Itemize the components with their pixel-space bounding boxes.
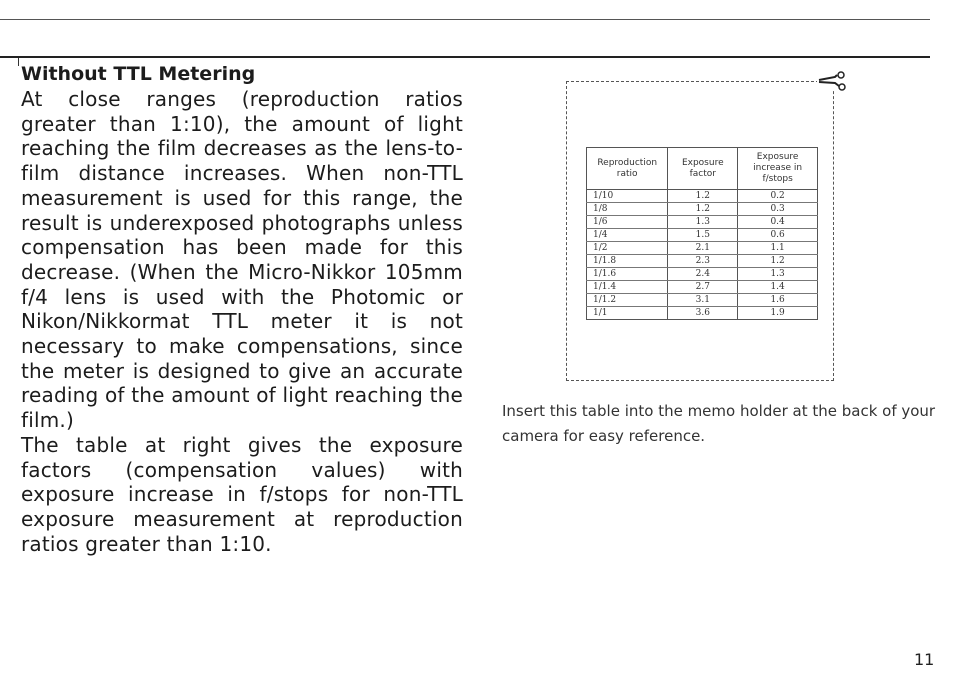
table-row <box>587 307 818 320</box>
cell-exposure-factor: 1.2 <box>668 203 738 216</box>
table-row <box>587 203 818 216</box>
table-row <box>587 229 818 242</box>
table-row <box>587 242 818 255</box>
cell-exposure-factor: 2.1 <box>668 242 738 255</box>
cell-exposure-increase: 0.4 <box>738 216 818 229</box>
top-rule <box>0 19 930 20</box>
table-caption: Insert this table into the memo holder at the back of your camera for easy reference. <box>502 402 936 445</box>
exposure-compensation-table <box>586 147 818 320</box>
cell-exposure-factor: 2.4 <box>668 268 738 281</box>
cell-exposure-increase: 1.6 <box>738 294 818 307</box>
cell-reproduction-ratio: 1/1.4 <box>587 281 668 294</box>
cell-reproduction-ratio: 1/6 <box>587 216 668 229</box>
body-text-column <box>21 62 463 556</box>
table-header-row <box>587 148 818 190</box>
section-heading: Without TTL Metering <box>21 63 256 85</box>
header-exposure-factor: Exposure factor <box>668 148 738 190</box>
paragraph-close-range: At close ranges (reproduction ratios greater than 1:10), the amount of light reaching the film decreases as the lens-to-film distance increases. When non-TTL measurement is used for this range, the result is underexposed photographs unless compensation has been made for this decrease. (When the Micro-Nikkor 105mm f/4 lens is used with the Photomic or Nikon/Nikkormat TTL meter it is not necessary to make compensations, since the meter is designed to give an accurate reading of the amount of light reaching the film.) <box>21 87 463 433</box>
cell-exposure-increase: 1.9 <box>738 307 818 320</box>
table-row <box>587 190 818 203</box>
cell-reproduction-ratio: 1/1.8 <box>587 255 668 268</box>
cell-reproduction-ratio: 1/4 <box>587 229 668 242</box>
cell-exposure-increase: 1.4 <box>738 281 818 294</box>
header-exposure-increase: Exposure increase in f/stops <box>738 148 818 190</box>
header-rule <box>0 56 930 58</box>
table-row <box>587 281 818 294</box>
header-reproduction-ratio: Reproduction ratio <box>587 148 668 190</box>
table-row <box>587 216 818 229</box>
table-row <box>587 255 818 268</box>
cell-reproduction-ratio: 1/1.2 <box>587 294 668 307</box>
table-row <box>587 268 818 281</box>
cell-reproduction-ratio: 1/1 <box>587 307 668 320</box>
table-row <box>587 294 818 307</box>
cell-exposure-factor: 2.7 <box>668 281 738 294</box>
page-number: 11 <box>914 650 935 669</box>
header-tab-tick <box>18 58 19 66</box>
scissors-icon <box>817 71 847 91</box>
cell-exposure-increase: 0.2 <box>738 190 818 203</box>
cell-exposure-increase: 1.1 <box>738 242 818 255</box>
cell-exposure-increase: 1.2 <box>738 255 818 268</box>
cell-reproduction-ratio: 1/8 <box>587 203 668 216</box>
table-body <box>587 190 818 320</box>
cell-exposure-increase: 1.3 <box>738 268 818 281</box>
cell-exposure-factor: 1.2 <box>668 190 738 203</box>
cell-exposure-factor: 1.3 <box>668 216 738 229</box>
paragraph-table-intro: The table at right gives the exposure factors (compensation values) with exposure increase in f/stops for non-TTL exposure measurement at reproduction ratios greater than 1:10. <box>21 432 463 556</box>
cell-exposure-factor: 1.5 <box>668 229 738 242</box>
cell-reproduction-ratio: 1/1.6 <box>587 268 668 281</box>
cell-reproduction-ratio: 1/10 <box>587 190 668 203</box>
cell-exposure-increase: 0.3 <box>738 203 818 216</box>
cell-exposure-factor: 2.3 <box>668 255 738 268</box>
cell-reproduction-ratio: 1/2 <box>587 242 668 255</box>
cell-exposure-increase: 0.6 <box>738 229 818 242</box>
cell-exposure-factor: 3.6 <box>668 307 738 320</box>
cell-exposure-factor: 3.1 <box>668 294 738 307</box>
